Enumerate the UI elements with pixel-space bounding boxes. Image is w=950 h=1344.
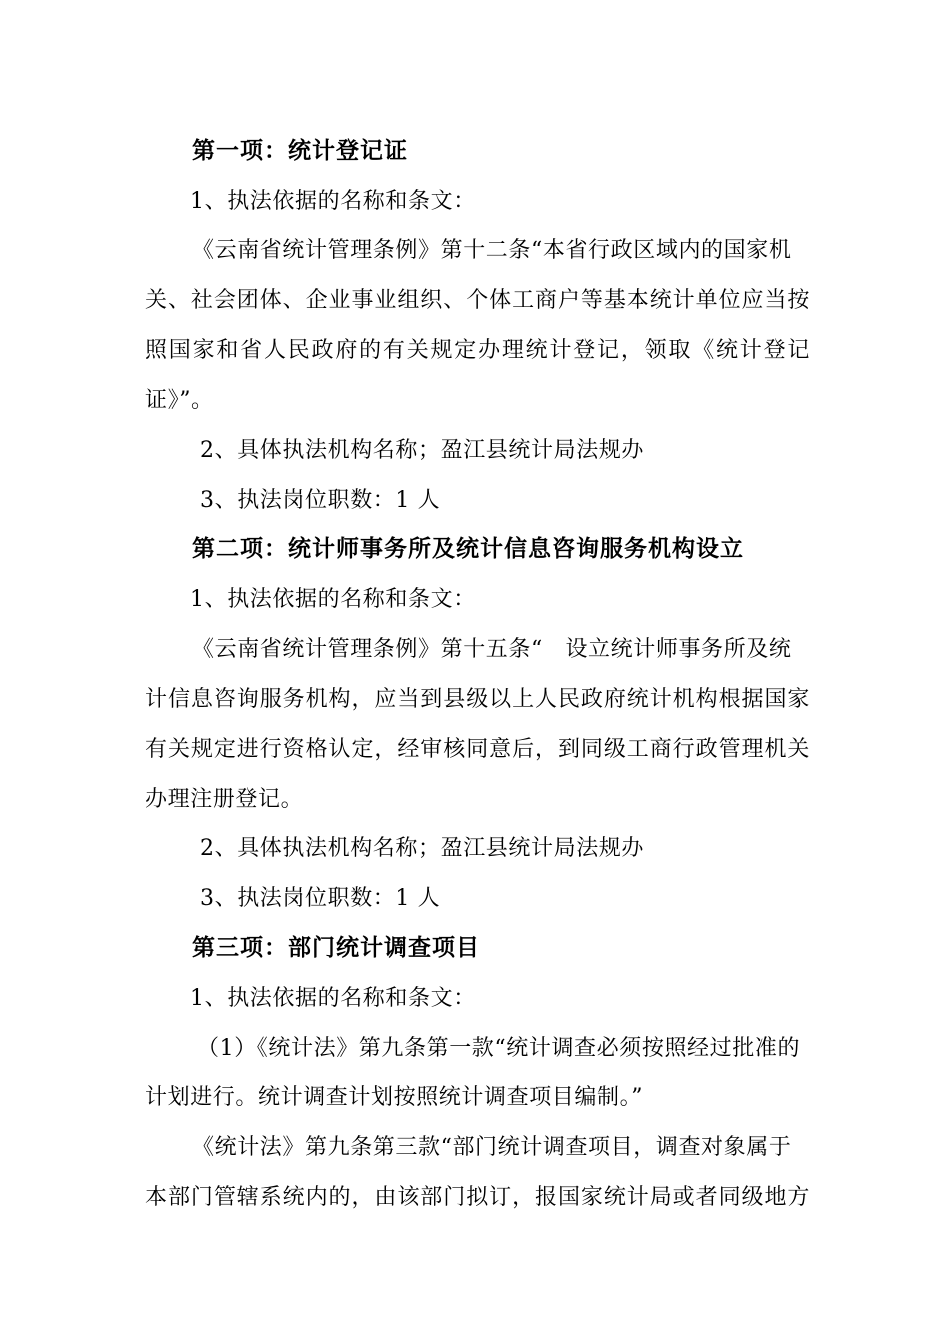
posts-text: 3、执法岗位职数：1 人: [200, 886, 441, 911]
basis-label: 1、执法依据的名称和条文：: [190, 189, 476, 214]
agency-text: 2、具体执法机构名称；盈江县统计局法规办: [200, 438, 644, 463]
agency-text: 2、具体执法机构名称；盈江县统计局法规办: [200, 836, 644, 861]
section-heading: 第一项：统计登记证: [192, 138, 408, 164]
basis-text-line: 办理注册登记。: [145, 787, 304, 812]
section-heading: 第二项：统计师事务所及统计信息咨询服务机构设立: [192, 536, 744, 562]
basis-text-line: 计信息咨询服务机构，应当到县级以上人民政府统计机构根据国家: [145, 687, 810, 712]
basis-text-line: 《云南省统计管理条例》第十二条“本省行政区域内的国家机: [192, 238, 792, 263]
posts-text: 3、执法岗位职数：1 人: [200, 488, 441, 513]
basis-text-line: 《统计法》第九条第三款“部门统计调查项目，调查对象属于: [192, 1135, 792, 1160]
basis-text-line: 《云南省统计管理条例》第十五条“ 设立统计师事务所及统: [192, 637, 792, 662]
basis-text-line: （1）《统计法》第九条第一款“统计调查必须按照经过批准的: [197, 1036, 801, 1061]
basis-label: 1、执法依据的名称和条文：: [190, 587, 476, 612]
basis-text-line: 照国家和省人民政府的有关规定办理统计登记，领取《统计登记: [145, 338, 810, 363]
basis-label: 1、执法依据的名称和条文：: [190, 986, 476, 1011]
basis-text-line: 本部门管辖系统内的，由该部门拟订，报国家统计局或者同级地方: [145, 1185, 810, 1210]
basis-text-line: 计划进行。统计调查计划按照统计调查项目编制。”: [145, 1085, 644, 1110]
section-heading: 第三项：部门统计调查项目: [192, 935, 480, 961]
basis-text-line: 关、社会团体、企业事业组织、个体工商户等基本统计单位应当按: [145, 288, 810, 313]
basis-text-line: 有关规定进行资格认定，经审核同意后，到同级工商行政管理机关: [145, 737, 810, 762]
basis-text-line: 证》”。: [145, 388, 214, 413]
